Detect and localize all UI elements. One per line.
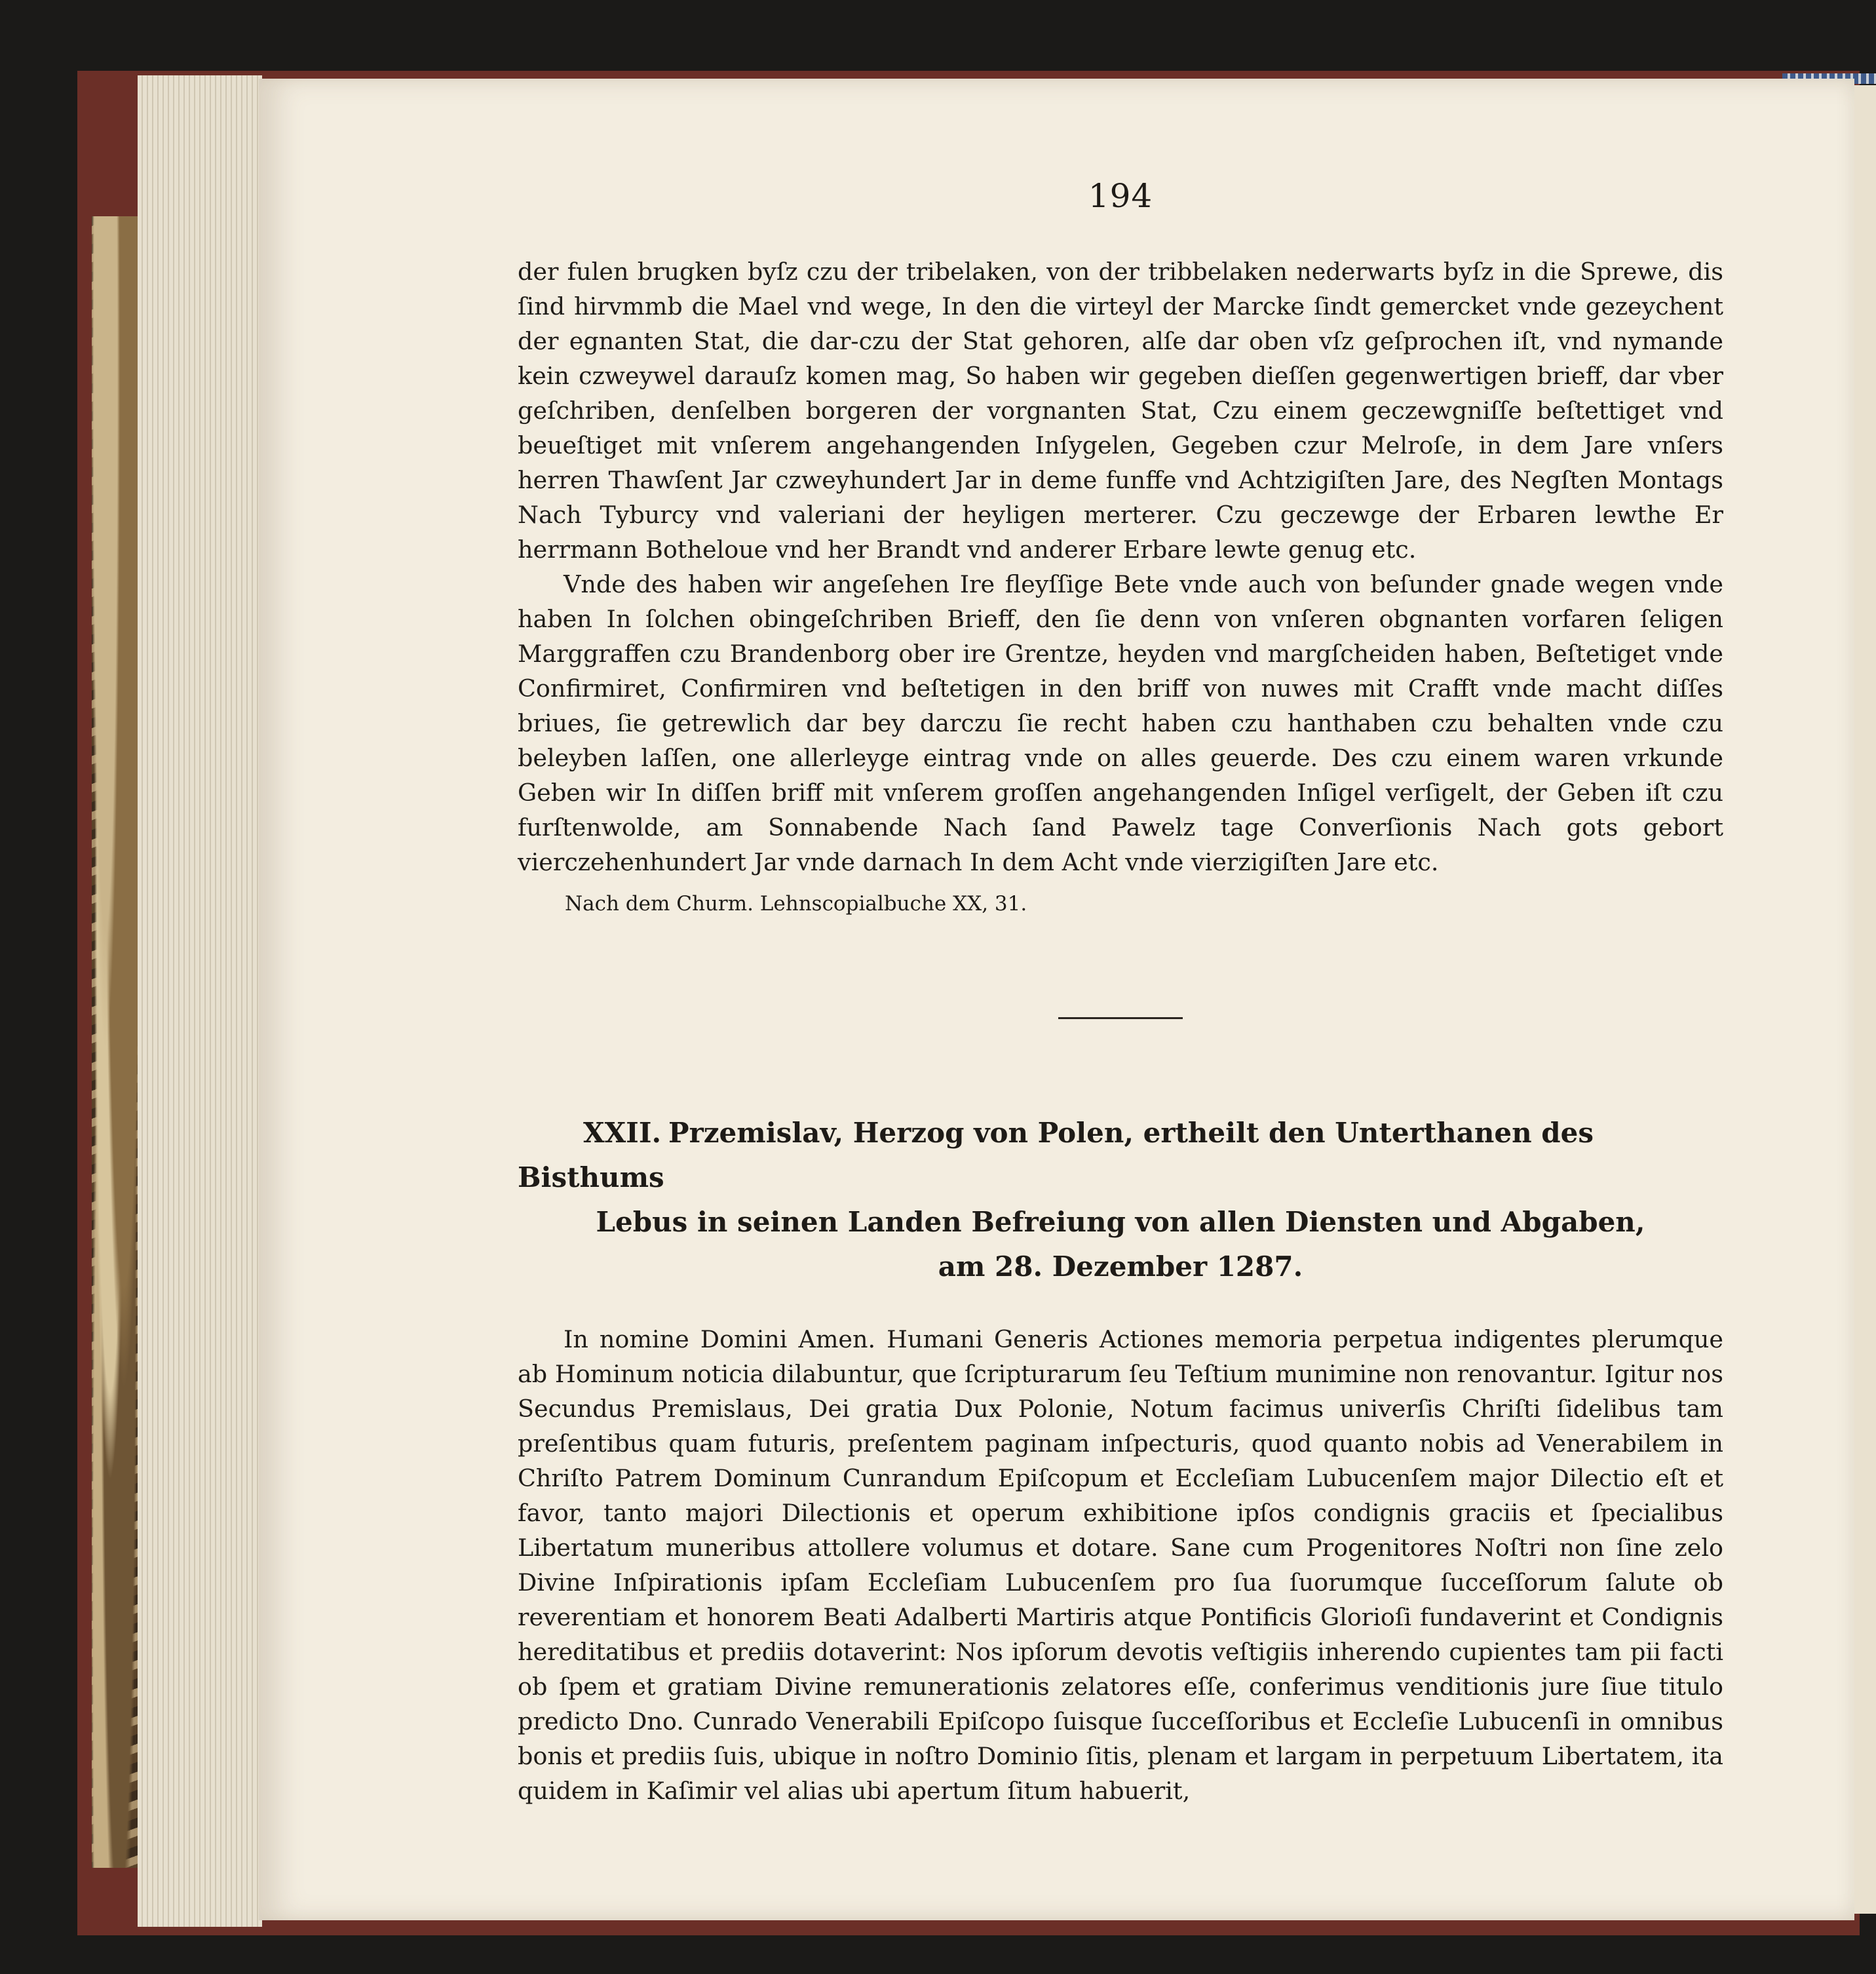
paragraph: Vnde des haben wir angeſehen Ire fleyſſige Bete vnde auch von beſunder gnade wegen vnde haben In ſolchen obingeſchriben Brieff, den ſie denn von vnſeren obgnanten vorfaren ſeligen Marggraffen czu Brandenborg ober ire Grentze, heyden vnd margſcheiden haben, Beſtetiget vnde Confirmiret, Confirmiren vnd beſtetigen in den briff von nuwes mit Crafft vnde macht diſſes briues, ſie getrewlich dar bey darczu ſie recht haben czu hanthaben czu behalten vnde czu beleyben laſſen, one allerleyge eintrag vnde on alles geuerde. Des czu einem waren vrkunde Geben wir In diſſen briff mit vnſerem groſſen angehangenden Inſigel verſigelt, der Geben iſt czu furſtenwolde, am Sonnabende Nach ſand Pawelz tage Converſionis Nach gots gebort vierczehenhundert Jar vnde darnach In dem Acht vnde vierzigiſten Jare etc.: [518, 570, 1723, 876]
section-heading: [518, 1111, 1723, 1289]
heading-line-2: Lebus in seinen Landen Befreiung von allen Diensten und Abgaben,: [596, 1206, 1645, 1238]
source-note: Nach dem Churm. Lehnscopialbuche XX, 31.: [565, 892, 1027, 916]
page-content: [518, 177, 1723, 1808]
page-stack-edge: [138, 75, 262, 1927]
paragraph: der fulen brugken byſz czu der tribelaken, von der tribbelaken nederwarts byſz in die Sprewe, dis ſind hirvmmb die Mael vnd wege, In den die virteyl der Marcke ſindt gemercket vnde gezeychent der egnanten Stat, die dar-czu der Stat gehoren, alſe dar oben vſz geſprochen iſt, vnd nymande kein czweywel darauſz komen mag, So haben wir gegeben dieſſen gegenwertigen brieff, dar vber geſchriben, denſelben borgeren der vorgnanten Stat, Czu einem geczewgniſſe beſtettiget vnd beueſtiget mit vnſerem angehangenden Inſygelen, Gegeben czur Melroſe, in dem Jare vnſers herren Thawſent Jar czweyhundert Jar in deme funffe vnd Achtzigiſten Jare, des Negſten Montags Nach Tyburcy vnd valeriani der heyligen merterer. Czu geczewge der Erbaren lewthe Er herrmann Botheloue vnd her Brandt vnd anderer Erbare lewte genug etc.: [518, 258, 1723, 564]
section-number: XXII.: [583, 1117, 662, 1149]
heading-line-1: [518, 1111, 1723, 1200]
document-text: [518, 254, 1723, 880]
paragraph: In nomine Domini Amen. Humani Generis Actiones memoria perpetua indigentes plerumque ab Hominum noticia dilabuntur, que ſcripturarum ſeu Teſtium munimine non renovantur. Igitur nos Secundus Premislaus, Dei gratia Dux Polonie, Notum facimus univerſis Chriſti ſidelibus tam preſentibus quam futuris, preſentem paginam inſpecturis, quod quanto nobis ad Venerabilem in Chriſto Patrem Dominum Cunrandum Epiſcopum et Eccleſiam Lubucenſem major Dilectio eſt et favor, tanto majori Dilectionis et operum exhibitione ipſos condignis graciis et ſpecialibus Libertatum muneribus attollere volumus et dotare. Sane cum Progenitores Noſtri non ſine zelo Divine Inſpirationis ipſam Eccleſiam Lubucenſem pro ſua ſuorumque ſucceſſorum ſalute ob reverentiam et honorem Beati Adalberti Martiris atque Pontificis Glorioſi fundaverint et Condignis hereditatibus et prediis dotaverint: Nos ipſorum devotis veſtigiis inherendo cupientes tam pii facti ob ſpem et gratiam Divine remunerationis zelatores eſſe, conferimus venditionis jure ſiue titulo predicto Dno. Cunrado Venerabili Epiſcopo ſuisque ſucceſſoribus et Eccleſie Lubucenſi in omnibus bonis et prediis ſuis, ubique in noſtro Dominio ſitis, plenam et largam in perpetuum Libertatem, ita quidem in Kaſimir vel alias ubi apertum ſitum habuerit,: [518, 1325, 1723, 1805]
document-text-latin: [518, 1322, 1723, 1808]
section-divider: [1058, 1017, 1183, 1019]
marbled-edge: [92, 216, 138, 1868]
page-number: 194: [1088, 177, 1153, 215]
heading-text: Przemislav, Herzog von Polen, ertheilt den Unterthanen des Bisthums: [518, 1117, 1594, 1193]
heading-line-3: am 28. Dezember 1287.: [938, 1250, 1303, 1283]
